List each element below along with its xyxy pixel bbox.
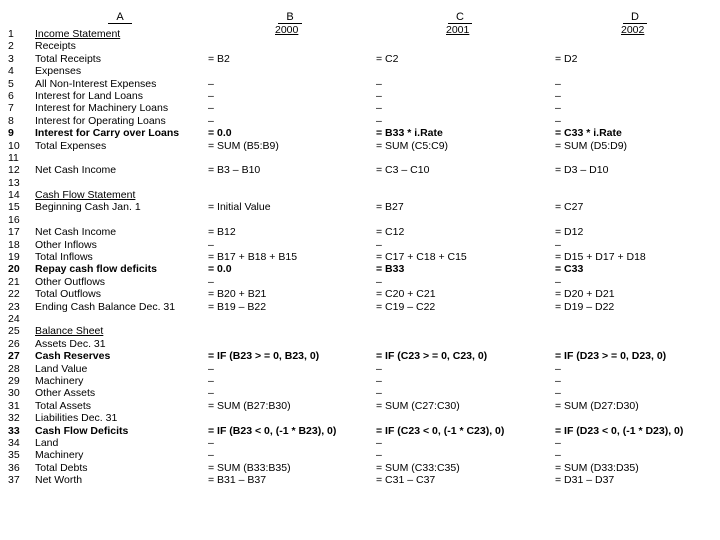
row-label: Net Cash Income bbox=[35, 226, 117, 239]
table-row bbox=[0, 375, 720, 387]
cell-d: = C33 * i.Rate bbox=[555, 127, 622, 140]
cell-b: = SUM (B33:B35) bbox=[208, 461, 291, 474]
cell-c: = C17 + C18 + C15 bbox=[376, 251, 467, 264]
row-number: 20 bbox=[8, 263, 20, 276]
row-number: 32 bbox=[8, 412, 20, 425]
table-row bbox=[0, 325, 720, 337]
cell-d: = D20 + D21 bbox=[555, 288, 615, 301]
row-number: 18 bbox=[8, 238, 20, 251]
cell-d: = SUM (D27:D30) bbox=[555, 399, 639, 412]
table-row bbox=[0, 338, 720, 350]
row-number: 13 bbox=[8, 176, 20, 189]
row-label: All Non-Interest Expenses bbox=[35, 77, 157, 90]
row-number: 7 bbox=[8, 102, 14, 115]
column-header-d bbox=[585, 10, 685, 24]
cell-c: – bbox=[376, 275, 382, 288]
table-row bbox=[0, 400, 720, 412]
cell-b: – bbox=[208, 387, 214, 400]
row-label: Total Assets bbox=[35, 399, 92, 412]
cell-d: = D3 – D10 bbox=[555, 164, 609, 177]
cell-d: = C33 bbox=[555, 263, 584, 276]
table-row bbox=[0, 474, 720, 486]
cell-c: – bbox=[376, 449, 382, 462]
row-label: Liabilities Dec. 31 bbox=[35, 412, 118, 425]
row-number: 5 bbox=[8, 77, 14, 90]
cell-c: = B33 * i.Rate bbox=[376, 127, 443, 140]
table-row bbox=[0, 177, 720, 189]
cell-d: – bbox=[555, 102, 561, 115]
row-number: 22 bbox=[8, 288, 20, 301]
cell-c: = C12 bbox=[376, 226, 405, 239]
table-row bbox=[0, 164, 720, 176]
cell-c: – bbox=[376, 436, 382, 449]
table-row bbox=[0, 387, 720, 399]
table-row bbox=[0, 24, 720, 40]
cell-c: – bbox=[376, 387, 382, 400]
table-row bbox=[0, 102, 720, 114]
table-row bbox=[0, 412, 720, 424]
row-number: 3 bbox=[8, 52, 14, 65]
row-number: 25 bbox=[8, 325, 20, 338]
row-number: 11 bbox=[8, 151, 19, 164]
row-label: Interest for Operating Loans bbox=[35, 114, 166, 127]
cell-d: – bbox=[555, 362, 561, 375]
row-number: 19 bbox=[8, 251, 20, 264]
row-label: Total Outflows bbox=[35, 288, 101, 301]
cell-c: – bbox=[376, 238, 382, 251]
cell-b: = 0.0 bbox=[208, 263, 232, 276]
row-label: Other Assets bbox=[35, 387, 96, 400]
table-row bbox=[0, 90, 720, 102]
cell-c: – bbox=[376, 102, 382, 115]
table-row bbox=[0, 40, 720, 52]
row-number: 21 bbox=[8, 275, 20, 288]
column-header-c bbox=[410, 10, 510, 24]
row-label: Income Statement bbox=[35, 28, 121, 40]
row-number: 10 bbox=[8, 139, 20, 152]
row-label: Total Debts bbox=[35, 461, 88, 474]
table-row bbox=[0, 214, 720, 226]
table-row bbox=[0, 251, 720, 263]
cell-d: – bbox=[555, 238, 561, 251]
row-label: Total Expenses bbox=[35, 139, 107, 152]
cell-d: – bbox=[555, 387, 561, 400]
row-number: 33 bbox=[8, 424, 20, 437]
cell-d: – bbox=[555, 275, 561, 288]
cell-d: = D15 + D17 + D18 bbox=[555, 251, 646, 264]
cell-d: = IF (D23 > = 0, D23, 0) bbox=[555, 350, 667, 363]
row-label: Ending Cash Balance Dec. 31 bbox=[35, 300, 176, 313]
table-row bbox=[0, 263, 720, 275]
column-header-a-label: A bbox=[108, 11, 131, 24]
cell-c: – bbox=[376, 89, 382, 102]
row-number: 1 bbox=[8, 28, 14, 40]
cell-c: = C19 – C22 bbox=[376, 300, 436, 313]
row-label: Land bbox=[35, 436, 59, 449]
table-row bbox=[0, 115, 720, 127]
spreadsheet-rows bbox=[0, 24, 720, 487]
row-label: Interest for Machinery Loans bbox=[35, 102, 169, 115]
row-number: 16 bbox=[8, 213, 20, 226]
table-row bbox=[0, 239, 720, 251]
cell-c: = C2 bbox=[376, 52, 399, 65]
cell-d: = C27 bbox=[555, 201, 584, 214]
column-header-b bbox=[240, 10, 340, 24]
table-row bbox=[0, 127, 720, 139]
table-row bbox=[0, 140, 720, 152]
cell-c: – bbox=[376, 374, 382, 387]
cell-b: – bbox=[208, 238, 214, 251]
table-row bbox=[0, 449, 720, 461]
row-number: 27 bbox=[8, 350, 20, 363]
column-header-d-label: D bbox=[623, 11, 647, 24]
row-label: Beginning Cash Jan. 1 bbox=[35, 201, 141, 214]
row-number: 8 bbox=[8, 114, 14, 127]
cell-b: = B20 + B21 bbox=[208, 288, 267, 301]
column-header-c-label: C bbox=[448, 11, 472, 24]
row-label: Land Value bbox=[35, 362, 88, 375]
cell-b: – bbox=[208, 449, 214, 462]
cell-c: = C3 – C10 bbox=[376, 164, 430, 177]
cell-c: = SUM (C5:C9) bbox=[376, 139, 449, 152]
cell-d: = D31 – D37 bbox=[555, 474, 615, 487]
row-number: 2 bbox=[8, 40, 14, 53]
table-row bbox=[0, 350, 720, 362]
cell-c: = C20 + C21 bbox=[376, 288, 436, 301]
table-row bbox=[0, 301, 720, 313]
year-2001: 2001 bbox=[446, 24, 470, 36]
table-row bbox=[0, 276, 720, 288]
row-number: 12 bbox=[8, 164, 20, 177]
cell-c: – bbox=[376, 77, 382, 90]
table-row bbox=[0, 313, 720, 325]
table-row bbox=[0, 288, 720, 300]
table-row bbox=[0, 78, 720, 90]
table-row bbox=[0, 437, 720, 449]
column-header-b-label: B bbox=[278, 11, 301, 24]
cell-c: = C31 – C37 bbox=[376, 474, 436, 487]
table-row bbox=[0, 53, 720, 65]
row-number: 4 bbox=[8, 65, 14, 78]
table-row bbox=[0, 425, 720, 437]
row-number: 24 bbox=[8, 312, 20, 325]
cell-b: = B19 – B22 bbox=[208, 300, 267, 313]
row-number: 26 bbox=[8, 337, 20, 350]
cell-b: – bbox=[208, 374, 214, 387]
cell-d: – bbox=[555, 436, 561, 449]
cell-c: = B27 bbox=[376, 201, 404, 214]
row-label: Cash Flow Statement bbox=[35, 189, 136, 202]
cell-d: – bbox=[555, 77, 561, 90]
table-row bbox=[0, 226, 720, 238]
row-number: 30 bbox=[8, 387, 20, 400]
cell-c: = SUM (C27:C30) bbox=[376, 399, 460, 412]
row-label: Assets Dec. 31 bbox=[35, 337, 106, 350]
cell-d: – bbox=[555, 89, 561, 102]
cell-b: = Initial Value bbox=[208, 201, 271, 214]
cell-d: = SUM (D33:D35) bbox=[555, 461, 639, 474]
row-label: Expenses bbox=[35, 65, 82, 78]
cell-d: = D12 bbox=[555, 226, 584, 239]
row-number: 31 bbox=[8, 399, 20, 412]
cell-b: – bbox=[208, 89, 214, 102]
cell-b: = B3 – B10 bbox=[208, 164, 261, 177]
column-header-a bbox=[60, 10, 180, 24]
cell-b: = B2 bbox=[208, 52, 230, 65]
cell-d: = SUM (D5:D9) bbox=[555, 139, 628, 152]
row-label: Machinery bbox=[35, 449, 84, 462]
table-row bbox=[0, 189, 720, 201]
row-label: Interest for Carry over Loans bbox=[35, 127, 180, 140]
cell-b: = 0.0 bbox=[208, 127, 232, 140]
row-label: Interest for Land Loans bbox=[35, 89, 143, 102]
cell-c: = IF (C23 > = 0, C23, 0) bbox=[376, 350, 488, 363]
row-label: Machinery bbox=[35, 374, 84, 387]
row-number: 9 bbox=[8, 127, 14, 140]
row-label: Repay cash flow deficits bbox=[35, 263, 157, 276]
row-label: Cash Reserves bbox=[35, 350, 111, 363]
row-number: 35 bbox=[8, 449, 20, 462]
cell-d: = IF (D23 < 0, (-1 * D23), 0) bbox=[555, 424, 684, 437]
cell-b: – bbox=[208, 436, 214, 449]
cell-b: = B31 – B37 bbox=[208, 474, 267, 487]
row-label: Balance Sheet bbox=[35, 325, 104, 338]
cell-d: – bbox=[555, 114, 561, 127]
row-label: Total Receipts bbox=[35, 52, 101, 65]
cell-d: – bbox=[555, 449, 561, 462]
row-number: 29 bbox=[8, 374, 20, 387]
year-2002: 2002 bbox=[621, 24, 645, 36]
row-label: Other Inflows bbox=[35, 238, 97, 251]
table-row bbox=[0, 462, 720, 474]
table-row bbox=[0, 201, 720, 213]
cell-b: = B17 + B18 + B15 bbox=[208, 251, 298, 264]
row-number: 34 bbox=[8, 436, 20, 449]
row-number: 23 bbox=[8, 300, 20, 313]
cell-c: = B33 bbox=[376, 263, 405, 276]
row-number: 36 bbox=[8, 461, 20, 474]
row-label: Net Worth bbox=[35, 474, 83, 487]
row-number: 28 bbox=[8, 362, 20, 375]
year-2000: 2000 bbox=[275, 24, 299, 36]
row-label: Receipts bbox=[35, 40, 76, 53]
cell-c: – bbox=[376, 114, 382, 127]
row-number: 37 bbox=[8, 474, 20, 487]
cell-b: – bbox=[208, 362, 214, 375]
cell-c: = SUM (C33:C35) bbox=[376, 461, 460, 474]
row-number: 14 bbox=[8, 189, 20, 202]
cell-b: – bbox=[208, 114, 214, 127]
table-row bbox=[0, 363, 720, 375]
cell-b: = IF (B23 < 0, (-1 * B23), 0) bbox=[208, 424, 337, 437]
row-label: Other Outflows bbox=[35, 275, 106, 288]
cell-b: = SUM (B5:B9) bbox=[208, 139, 279, 152]
row-label: Cash Flow Deficits bbox=[35, 424, 129, 437]
cell-b: – bbox=[208, 102, 214, 115]
row-label: Net Cash Income bbox=[35, 164, 117, 177]
row-number: 6 bbox=[8, 89, 14, 102]
row-number: 17 bbox=[8, 226, 20, 239]
row-label: Total Inflows bbox=[35, 251, 93, 264]
cell-b: = IF (B23 > = 0, B23, 0) bbox=[208, 350, 320, 363]
cell-c: = IF (C23 < 0, (-1 * C23), 0) bbox=[376, 424, 505, 437]
table-row bbox=[0, 65, 720, 77]
cell-d: = D2 bbox=[555, 52, 578, 65]
table-row bbox=[0, 152, 720, 164]
cell-d: = D19 – D22 bbox=[555, 300, 615, 313]
cell-b: = SUM (B27:B30) bbox=[208, 399, 291, 412]
cell-b: – bbox=[208, 77, 214, 90]
cell-b: – bbox=[208, 275, 214, 288]
cell-b: = B12 bbox=[208, 226, 236, 239]
cell-d: – bbox=[555, 374, 561, 387]
cell-c: – bbox=[376, 362, 382, 375]
row-number: 15 bbox=[8, 201, 20, 214]
